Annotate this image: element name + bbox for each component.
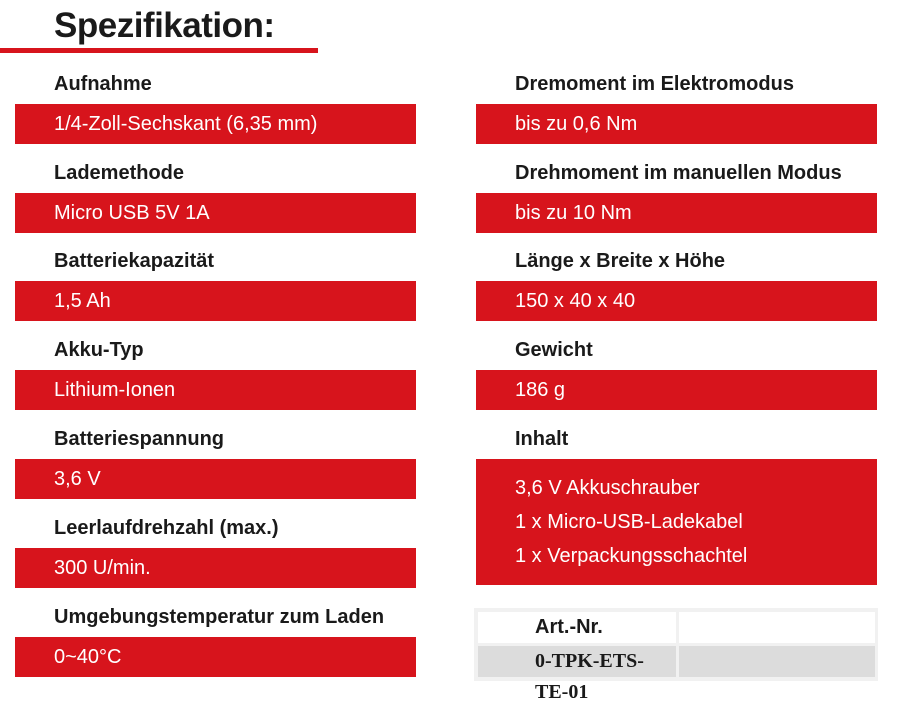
title-underline [0,48,318,53]
spec-label: Drehmoment im manuellen Modus [515,162,842,184]
spec-label: Inhalt [515,428,569,450]
spec-value: 0~40°C [15,637,416,677]
spec-value: 1,5 Ah [15,281,416,321]
spec-label: Batteriekapazität [54,250,215,272]
spec-drehmoment-manuell [476,162,877,233]
article-number-table [474,608,878,703]
spec-value: 300 U/min. [15,548,416,588]
list-item: 1 x Verpackungsschachtel [515,545,748,567]
spec-value: 1/4-Zoll-Sechskant (6,35 mm) [15,104,416,144]
spec-leerlaufdrehzahl [15,517,416,588]
spec-value: bis zu 0,6 Nm [476,104,877,144]
table-cell-empty [679,612,875,643]
spec-value: 150 x 40 x 40 [476,281,877,321]
spec-aufnahme [15,73,416,144]
spec-batteriekapazitaet [15,250,416,321]
spec-label: Umgebungstemperatur zum Laden [54,606,385,628]
spec-batteriespannung [15,428,416,499]
list-item: 1 x Micro-USB-Ladekabel [515,511,743,533]
spec-abmessungen [476,250,877,321]
list-item: 3,6 V Akkuschrauber [515,477,700,499]
spec-gewicht [476,339,877,410]
contents-list [476,459,877,585]
spec-label: Aufnahme [54,73,152,95]
table-cell-empty [679,646,875,677]
spec-value: Lithium-Ionen [15,370,416,410]
spec-umgebungstemperatur [15,606,416,677]
article-number-value: 0-TPK-ETS-TE-01 [478,646,676,677]
spec-value: 186 g [476,370,877,410]
spec-lademethode [15,162,416,233]
spec-label: Akku-Typ [54,339,144,361]
spec-label: Länge x Breite x Höhe [515,250,726,272]
article-number-label: Art.-Nr. [478,612,676,643]
spec-value: Micro USB 5V 1A [15,193,416,233]
spec-label: Batteriespannung [54,428,225,450]
page-title: Spezifikation: [54,6,275,45]
spec-value: 3,6 V [15,459,416,499]
spec-label: Leerlaufdrehzahl (max.) [54,517,279,539]
spec-label: Lademethode [54,162,185,184]
spec-label: Gewicht [515,339,593,361]
spec-inhalt [476,428,877,585]
spec-akku-typ [15,339,416,410]
spec-value: bis zu 10 Nm [476,193,877,233]
spec-label: Dremoment im Elektromodus [515,73,794,95]
spec-drehmoment-elektro [476,73,877,144]
